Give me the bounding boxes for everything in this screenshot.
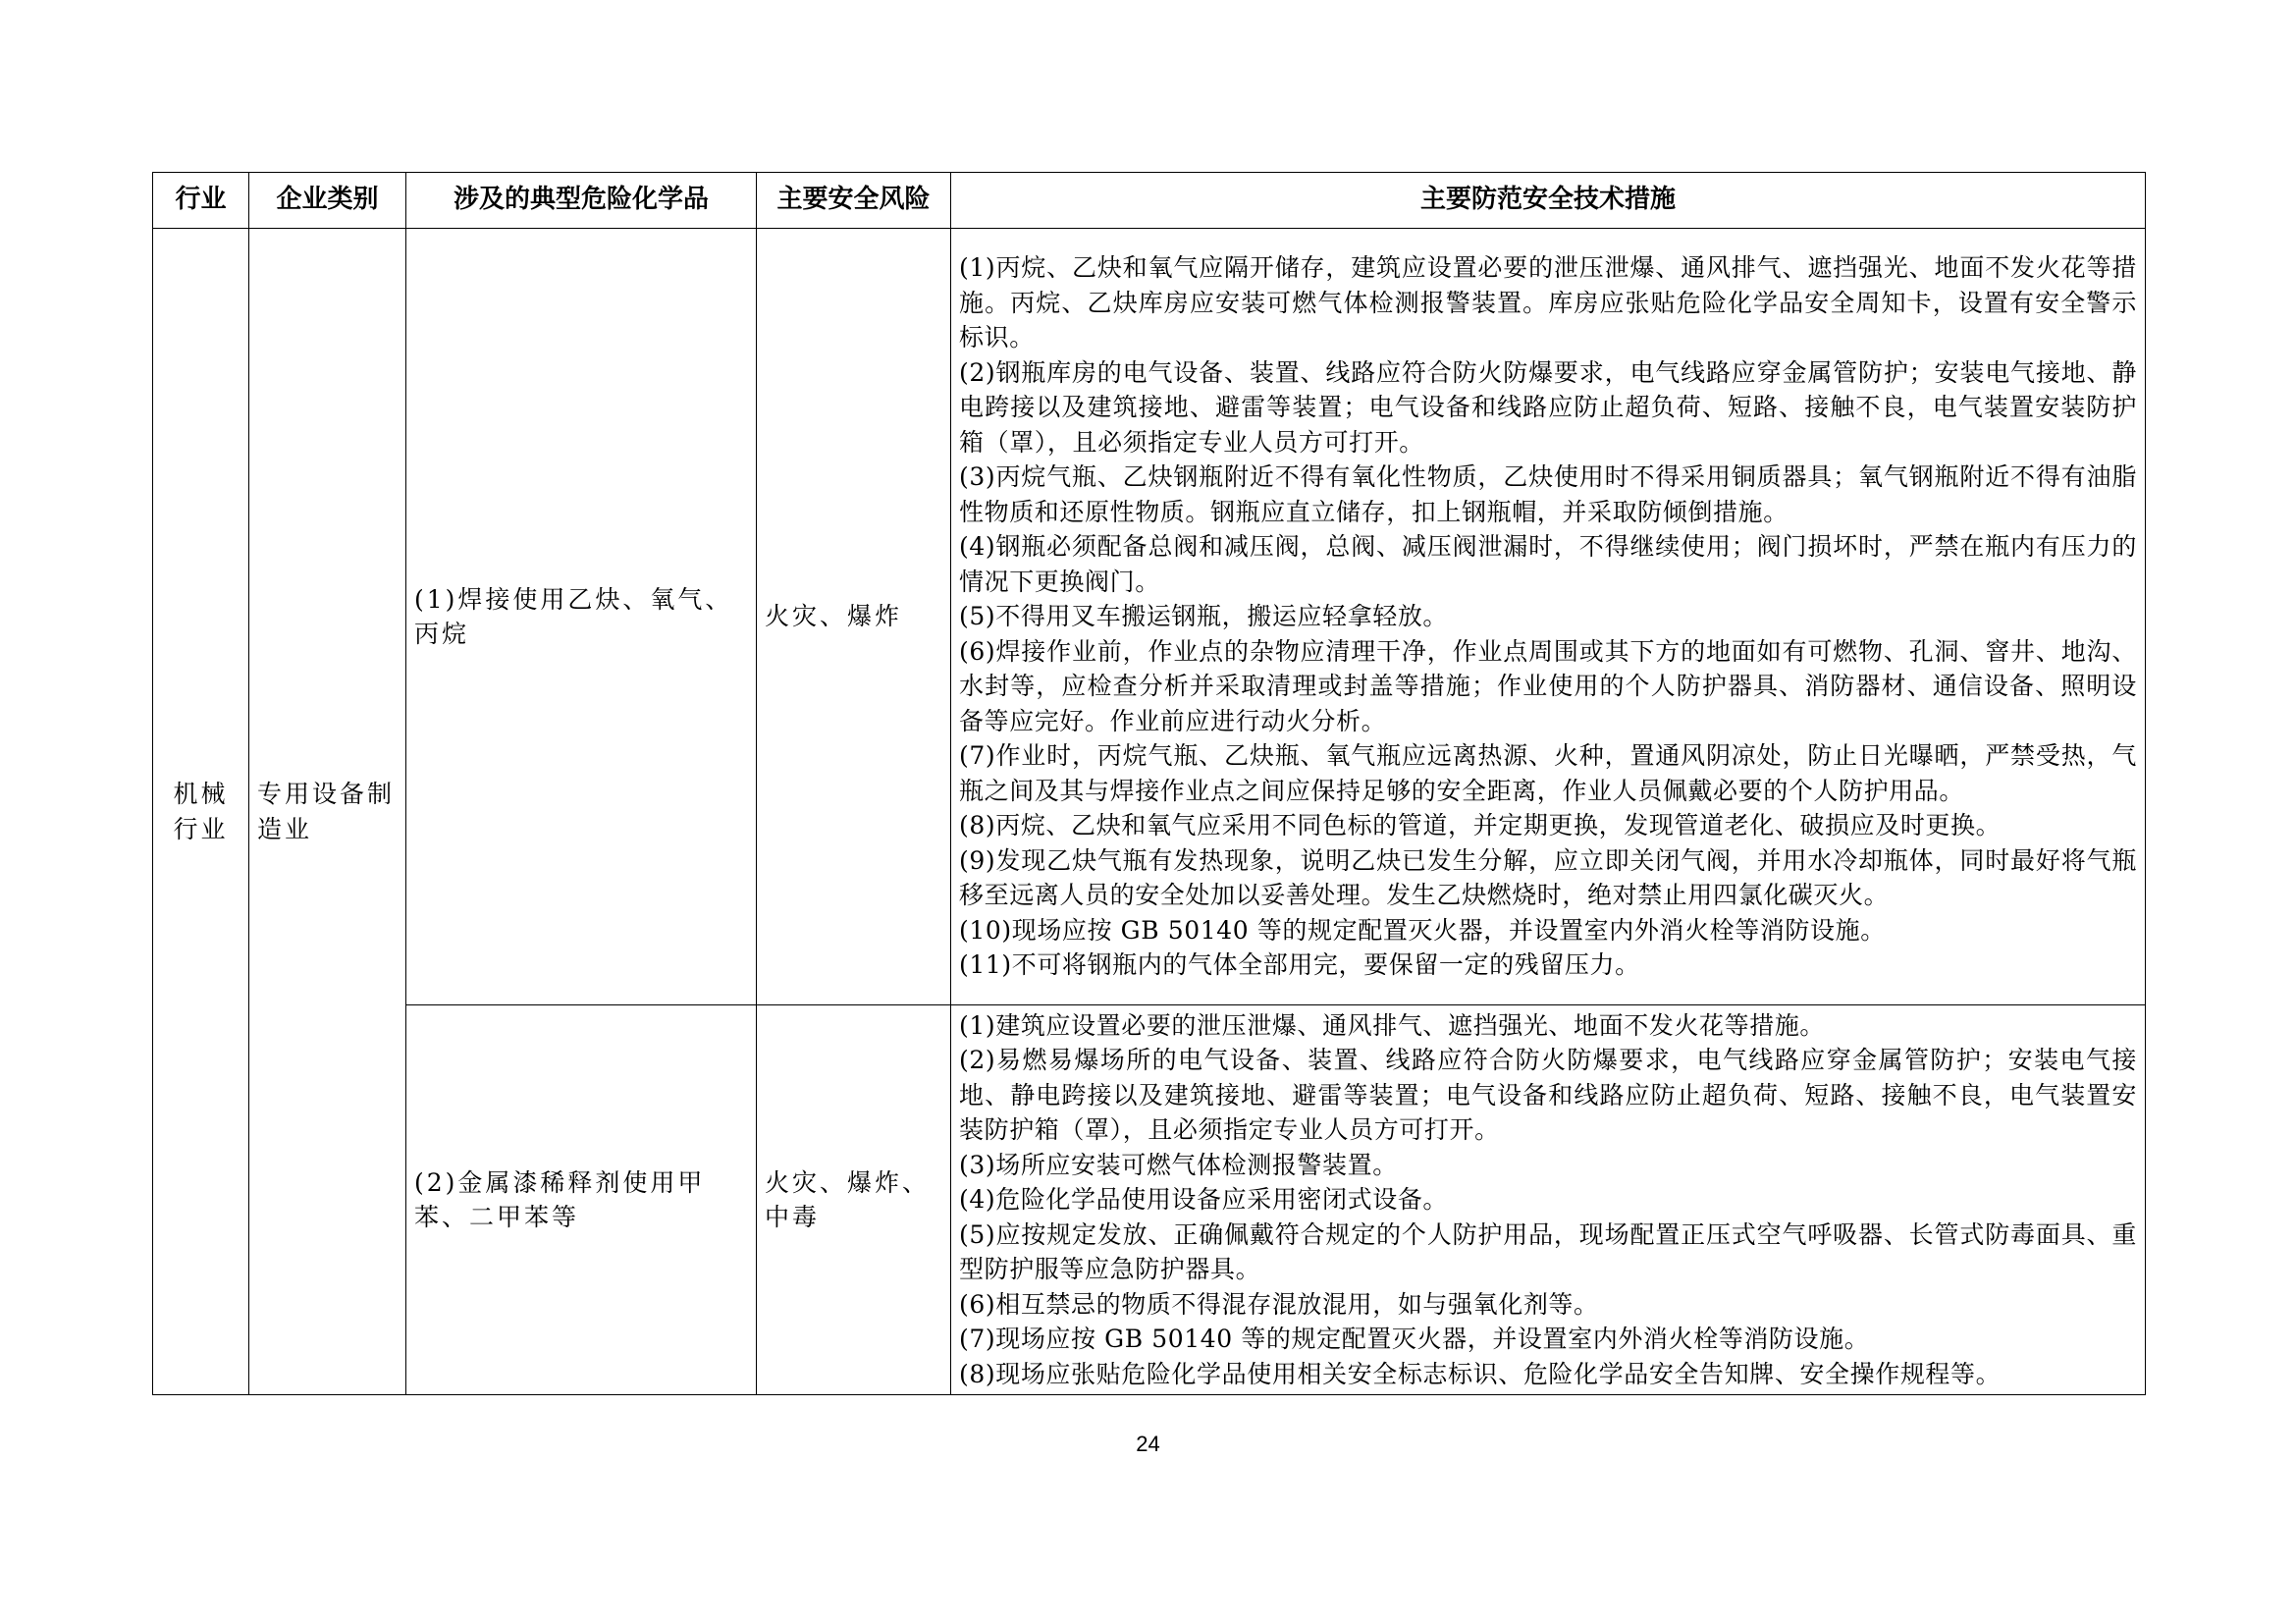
table-row: [153, 1005, 2146, 1395]
measure-item: (5)不得用叉车搬运钢瓶，搬运应轻拿轻放。: [959, 602, 1449, 631]
measure-item: (6)焊接作业前，作业点的杂物应清理干净，作业点周围或其下方的地面如有可燃物、孔洞、窨井、地沟、水封等，应检查分析并采取清理或封盖等措施；作业使用的个人防护器具、消防器材、通信设备、照明设备等应完好。作业前应进行动火分析。: [959, 636, 2137, 735]
header-risks: 主要安全风险: [757, 173, 951, 229]
industry-cell: 机械行业: [153, 229, 249, 1395]
measure-item: (2)易燃易爆场所的电气设备、装置、线路应符合防火防爆要求，电气线路应穿金属管防护；安装电气接地、静电跨接以及建筑接地、避雷等装置；电气设备和线路应防止超负荷、短路、接触不良，电气装置安装防护箱（罩），且必须指定专业人员方可打开。: [959, 1046, 2137, 1145]
measure-item: (4)危险化学品使用设备应采用密闭式设备。: [959, 1185, 1449, 1215]
chemicals-cell: (2)金属漆稀释剂使用甲苯、二甲苯等: [406, 1005, 757, 1395]
header-industry: 行业: [153, 173, 249, 229]
measures-cell: [951, 1005, 2146, 1395]
measure-item: (5)应按规定发放、正确佩戴符合规定的个人防护用品，现场配置正压式空气呼吸器、长管式防毒面具、重型防护服等应急防护器具。: [959, 1219, 2137, 1284]
risks-cell: 火灾、爆炸、中毒: [757, 1005, 951, 1395]
page-number: 24: [1136, 1432, 1160, 1456]
chemicals-cell: (1)焊接使用乙炔、氧气、丙烷: [406, 229, 757, 1005]
measure-item: (11)不可将钢瓶内的气体全部用完，要保留一定的残留压力。: [959, 950, 1640, 980]
measure-item: (7)作业时，丙烷气瓶、乙炔瓶、氧气瓶应远离热源、火种，置通风阴凉处，防止日光曝晒，严禁受热，气瓶之间及其与焊接作业点之间应保持足够的安全距离，作业人员佩戴必要的个人防护用品。: [959, 741, 2137, 805]
measure-item: (2)钢瓶库房的电气设备、装置、线路应符合防火防爆要求，电气线路应穿金属管防护；安装电气接地、静电跨接以及建筑接地、避雷等装置；电气设备和线路应防止超负荷、短路、接触不良，电气装置安装防护箱（罩），且必须指定专业人员方可打开。: [959, 357, 2137, 457]
header-row: [153, 173, 2146, 229]
measure-item: (10)现场应按 GB 50140 等的规定配置灭火器，并设置室内外消火栓等消防设施。: [959, 915, 1886, 945]
measure-item: (9)发现乙炔气瓶有发热现象，说明乙炔已发生分解，应立即关闭气阀，并用水冷却瓶体，同时最好将气瓶移至远离人员的安全处加以妥善处理。发生乙炔燃烧时，绝对禁止用四氯化碳灭火。: [959, 845, 2137, 910]
header-chemicals: 涉及的典型危险化学品: [406, 173, 757, 229]
measure-item: (6)相互禁忌的物质不得混存混放混用，如与强氧化剂等。: [959, 1289, 1599, 1319]
category-cell: 专用设备制造业: [249, 229, 406, 1395]
measure-item: (3)丙烷气瓶、乙炔钢瓶附近不得有氧化性物质，乙炔使用时不得采用铜质器具；氧气钢瓶附近不得有油脂性物质和还原性物质。钢瓶应直立储存，扣上钢瓶帽，并采取防倾倒措施。: [959, 462, 2137, 526]
measure-item: (8)丙烷、乙炔和氧气应采用不同色标的管道，并定期更换，发现管道老化、破损应及时更换。: [959, 811, 2002, 840]
measure-item: (4)钢瓶必须配备总阀和减压阀，总阀、减压阀泄漏时，不得继续使用；阀门损坏时，严禁在瓶内有压力的情况下更换阀门。: [959, 532, 2137, 596]
measures-cell: [951, 229, 2146, 1005]
measure-item: (7)现场应按 GB 50140 等的规定配置灭火器，并设置室内外消火栓等消防设施。: [959, 1325, 1870, 1354]
header-category: 企业类别: [249, 173, 406, 229]
risks-cell: 火灾、爆炸: [757, 229, 951, 1005]
measure-item: (3)场所应安装可燃气体检测报警装置。: [959, 1150, 1398, 1179]
table-row: [153, 229, 2146, 1005]
hazard-measures-table: [152, 172, 2146, 1395]
measure-item: (1)丙烷、乙炔和氧气应隔开储存，建筑应设置必要的泄压泄爆、通风排气、遮挡强光、地面不发火花等措施。丙烷、乙炔库房应安装可燃气体检测报警装置。库房应张贴危险化学品安全周知卡，设置有安全警示标识。: [959, 253, 2137, 352]
measure-item: (8)现场应张贴危险化学品使用相关安全标志标识、危险化学品安全告知牌、安全操作规程等。: [959, 1359, 2002, 1388]
measure-item: (1)建筑应设置必要的泄压泄爆、通风排气、遮挡强光、地面不发火花等措施。: [959, 1010, 1826, 1040]
header-measures: 主要防范安全技术措施: [951, 173, 2146, 229]
